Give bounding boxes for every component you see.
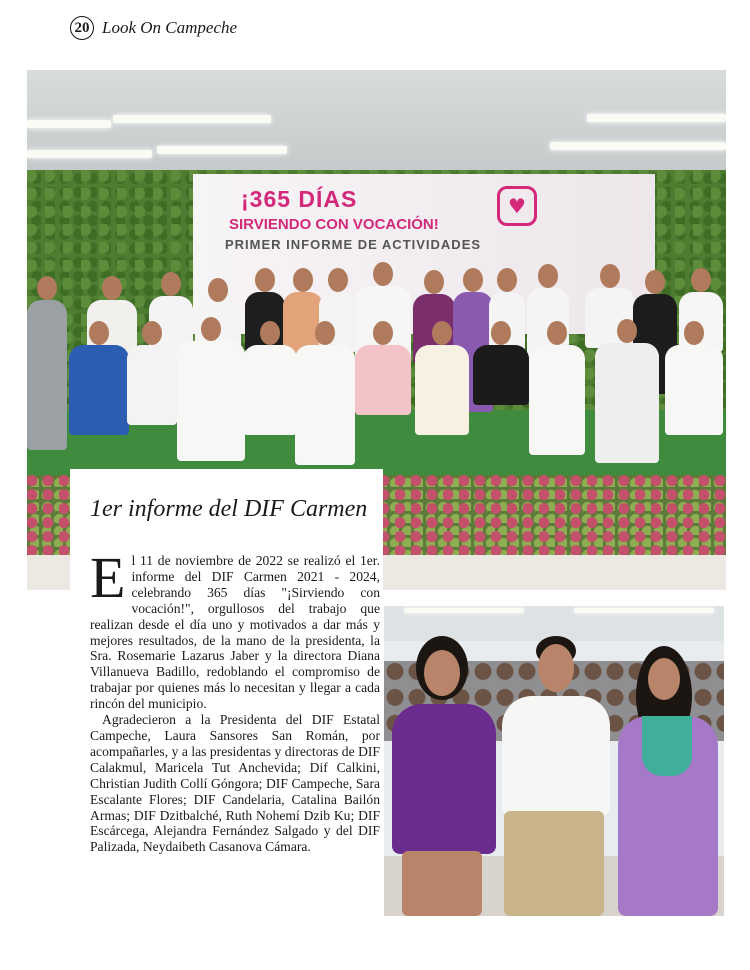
- article-textbox: [70, 469, 383, 889]
- article-body: [90, 545, 380, 855]
- woman-lilac-dress: [612, 646, 724, 916]
- heart-icon: ♥: [497, 186, 537, 226]
- paragraph-1-text: l 11 de noviembre de 2022 se realizó el 1er. informe del DIF Carmen 2021 - 2024, celebrando 365 días "¡Sirviendo con vocación!", orgullosos del trabajo que realizan desde el día uno y motivados a dar más y mejores resultados, de la mano de la presidenta, la Sra. Rosemarie Lazarus Jaber y la directora Diana Villanueva Badillo, redoblando el compromiso de trabajar por quienes más lo necesitan y llegar a cada rincón del municipio.: [90, 553, 380, 712]
- article-paragraph-1: [90, 545, 380, 712]
- article-title: 1er informe del DIF Carmen: [90, 496, 368, 522]
- banner-caption: PRIMER INFORME DE ACTIVIDADES: [225, 237, 482, 252]
- page-header: [70, 14, 237, 42]
- seated-row: [27, 315, 726, 316]
- officials-photo: [384, 606, 724, 916]
- standing-row: [27, 270, 726, 271]
- drop-cap: E: [90, 545, 126, 610]
- banner-headline: ¡365 DÍAS: [241, 186, 358, 212]
- woman-purple-dress: [384, 636, 504, 916]
- man-white-shirt: [494, 636, 614, 916]
- magazine-title: Look On Campeche: [102, 18, 238, 37]
- banner-subheadline: SIRVIENDO CON VOCACIÓN!: [229, 216, 439, 233]
- ceiling: [27, 70, 726, 175]
- page-number: 20: [70, 16, 94, 40]
- article-paragraph-2: Agradecieron a la Presidenta del DIF Estatal Campeche, Laura Sansores San Román, por acompañarles, y a las presidentas y directoras de DIF Calakmul, Maricela Tut Anchevida; Dif Calkini, Christian Judith Collí Góngora; DIF Campeche, Sara Escalante Flores; DIF Candelaria, Catalina Bailón Armas; DIF Dzitbalché, Ruth Nohemí Dzib Ku; DIF Escárcega, Alejandra Fernández Salgado y del DIF Palizada, Neydaibeth Casanova Cámara.: [90, 712, 380, 855]
